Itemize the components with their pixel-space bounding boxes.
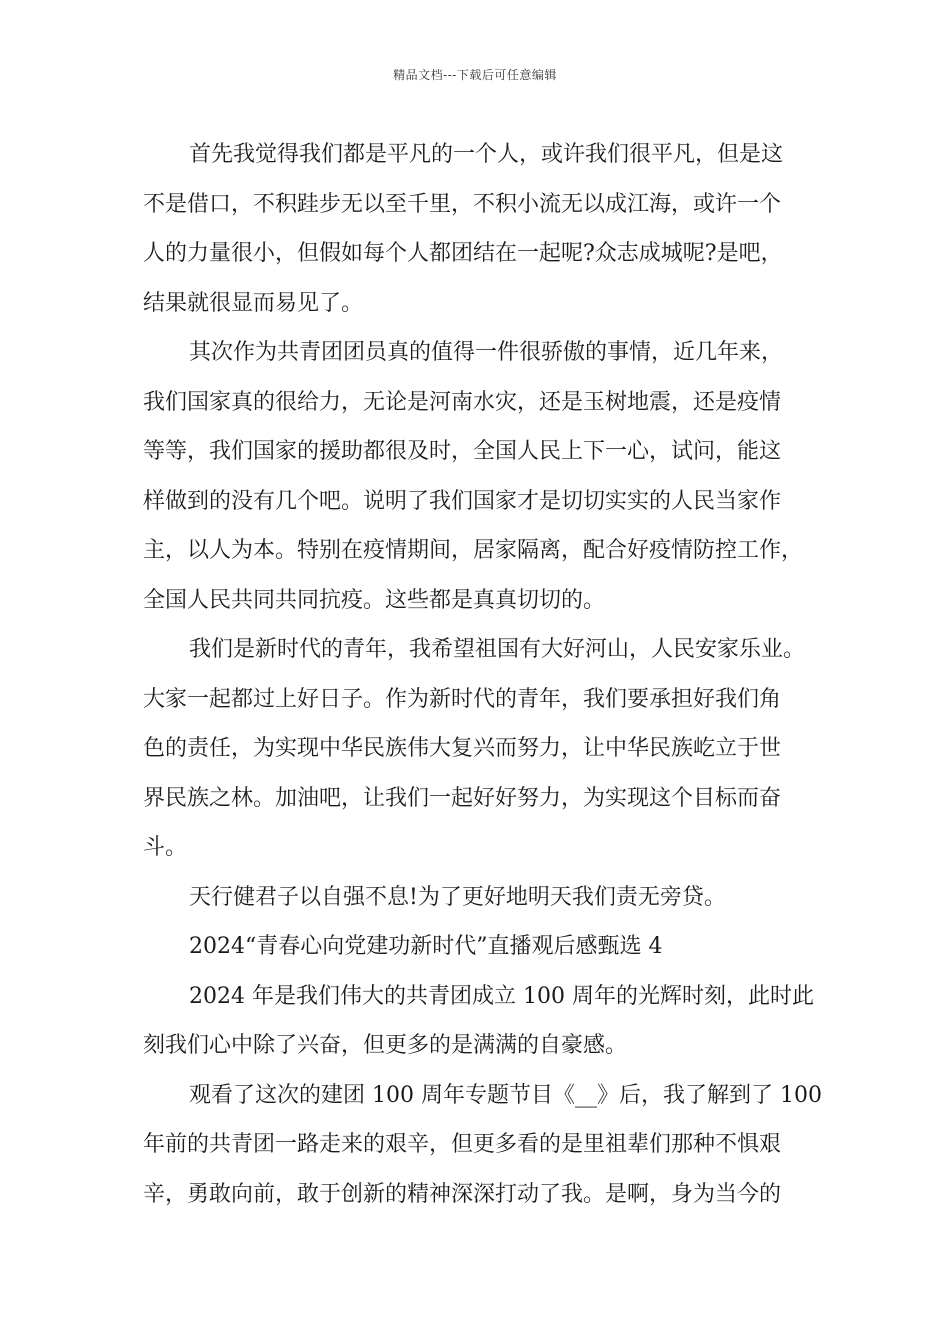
text-line: 辛，勇敢向前，敢于创新的精神深深打动了我。是啊，身为当今的 — [143, 1181, 782, 1207]
text-line: 其次作为共青团团员真的值得一件很骄傲的事情，近几年来， — [189, 340, 784, 365]
text-line: 人的力量很小，但假如每个人都团结在一起呢?众志成城呢?是吧， — [143, 241, 783, 266]
text-line: 色的责任，为实现中华民族伟大复兴而努力，让中华民族屹立于世 — [143, 736, 782, 761]
text-line: 等等，我们国家的援助都很及时，全国人民上下一心，试问，能这 — [143, 439, 782, 464]
text-line: 结果就很显而易见了。 — [143, 290, 364, 316]
text-line: 不是借口，不积跬步无以至千里，不积小流无以成江海，或许一个 — [143, 191, 782, 217]
text-line: 大家一起都过上好日子。作为新时代的青年，我们要承担好我们角 — [143, 686, 782, 712]
text-line: 我们是新时代的青年，我希望祖国有大好河山，人民安家乐业。 — [189, 637, 806, 662]
text-line: 刻我们心中除了兴奋，但更多的是满满的自豪感。 — [143, 1033, 628, 1058]
text-line: 我们国家真的很给力，无论是河南水灾，还是玉树地震，还是疫情 — [143, 389, 782, 415]
text-line: 样做到的没有几个吧。说明了我们国家才是切切实实的人民当家作 — [143, 488, 782, 514]
text-line: 天行健君子以自强不息!为了更好地明天我们责无旁贷。 — [189, 884, 726, 910]
text-line: 全国人民共同共同抗疫。这些都是真真切切的。 — [143, 587, 606, 613]
text-line: 年前的共青团一路走来的艰辛，但更多看的是里祖辈们那种不惧艰 — [143, 1132, 782, 1157]
text-line: 观看了这次的建团 100 周年专题节目《__》后，我了解到了 100 — [189, 1082, 822, 1108]
text-line: 主，以人为本。特别在疫情期间，居家隔离，配合好疫情防控工作， — [143, 538, 804, 563]
document-body — [143, 130, 822, 1219]
section-heading: 2024“青春心向党建功新时代”直播观后感甄选 4 — [189, 934, 663, 959]
page-header: 精品文档---下载后可任意编辑 — [393, 68, 557, 82]
text-line: 界民族之林。加油吧，让我们一起好好努力，为实现这个目标而奋 — [143, 785, 782, 811]
text-line: 2024 年是我们伟大的共青团成立 100 周年的光辉时刻，此时此 — [189, 983, 814, 1009]
text-line: 首先我觉得我们都是平凡的一个人，或许我们很平凡，但是这 — [189, 142, 784, 167]
text-line: 斗。 — [143, 835, 188, 860]
